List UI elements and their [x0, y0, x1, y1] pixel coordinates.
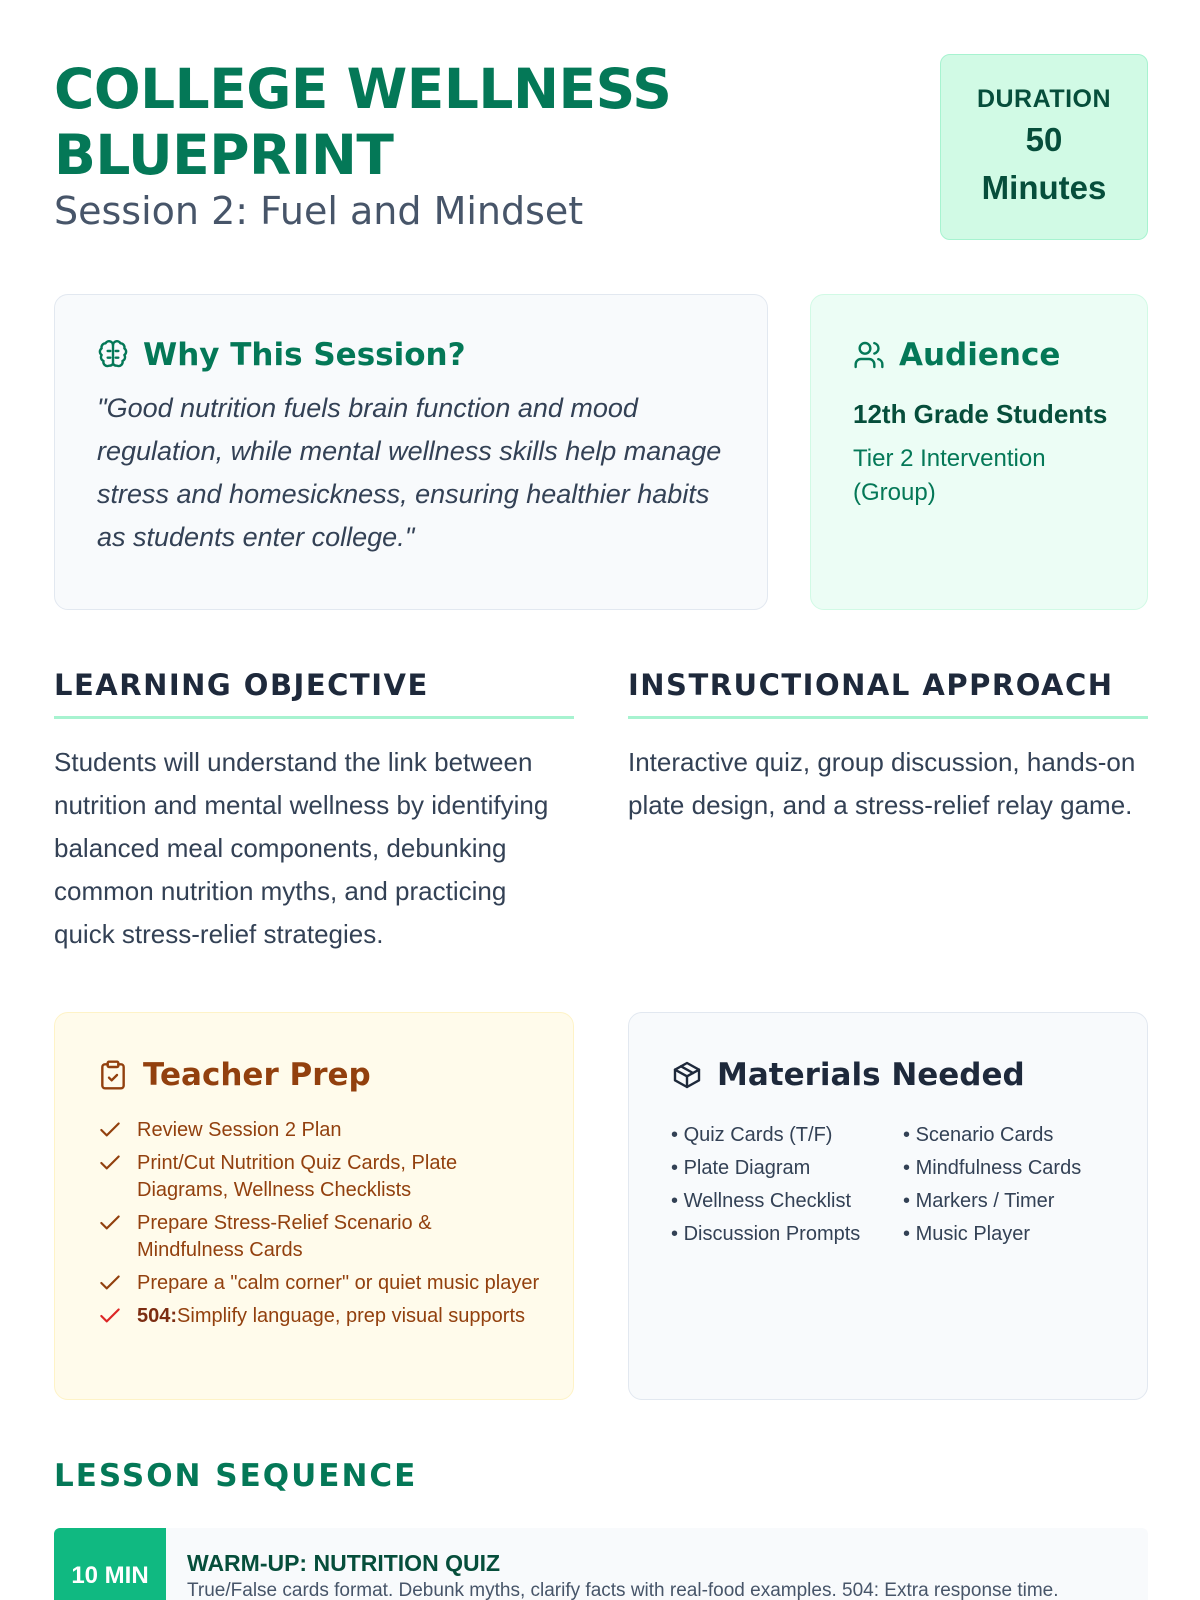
prep-item-text: Prepare Stress-Relief Scenario & Mindfulness Cards	[137, 1212, 432, 1261]
materials-column-2	[903, 1119, 1135, 1251]
audience-grade: 12th Grade Students	[853, 399, 1108, 429]
accommodation-label: 504:	[137, 1305, 178, 1327]
why-card-title: Why This Session?	[143, 337, 466, 373]
audience-tier: Tier 2 Intervention (Group)	[853, 445, 1046, 506]
page-subtitle: Session 2: Fuel and Mindset	[54, 189, 584, 233]
learning-objective-text: Students will understand the link between nutrition and mental wellness by identifying balanced meal components, debunking common nutrition myths, and practicing quick stress-relief strategies.	[54, 747, 549, 949]
duration-value	[941, 116, 1147, 212]
materials-title: Materials Needed	[717, 1057, 1025, 1093]
instructional-approach-heading: INSTRUCTIONAL APPROACH	[628, 668, 1148, 719]
duration-label: DURATION	[976, 85, 1112, 113]
page-title	[54, 56, 854, 188]
prep-item	[97, 1210, 543, 1264]
why-card-header	[97, 337, 727, 373]
materials-list	[671, 1119, 1117, 1251]
prep-item	[97, 1117, 543, 1144]
brain-icon	[97, 339, 129, 371]
instructional-approach-text: Interactive quiz, group discussion, hands-on plate design, and a stress-relief relay game.	[628, 747, 1136, 820]
duration-unit: Minutes	[981, 169, 1107, 206]
title-line-2: BLUEPRINT	[54, 123, 394, 187]
lesson-step	[54, 1528, 1148, 1600]
material-item: • Mindfulness Cards	[903, 1157, 1082, 1179]
instructional-approach-section	[628, 668, 1148, 827]
why-quote: "Good nutrition fuels brain function and mood regulation, while mental wellness skills help manage stress and homesickness, ensuring healthier habits as students enter college."	[97, 393, 722, 552]
material-item: • Discussion Prompts	[671, 1223, 861, 1245]
learning-objective-section	[54, 668, 574, 956]
material-item: • Plate Diagram	[671, 1157, 811, 1179]
materials-card	[628, 1012, 1148, 1400]
teacher-prep-title: Teacher Prep	[143, 1057, 371, 1093]
package-icon	[671, 1059, 703, 1091]
why-session-card	[54, 294, 768, 610]
duration-number: 50	[1025, 121, 1063, 158]
materials-header	[671, 1057, 1117, 1093]
title-line-1: COLLEGE WELLNESS	[54, 57, 672, 121]
audience-card	[810, 294, 1148, 610]
clipboard-check-icon	[97, 1059, 129, 1091]
material-item: • Markers / Timer	[903, 1190, 1055, 1212]
teacher-prep-card	[54, 1012, 574, 1400]
accommodation-text: Simplify language, prep visual supports	[177, 1305, 525, 1327]
teacher-prep-list	[97, 1117, 543, 1330]
material-item: • Wellness Checklist	[671, 1190, 852, 1212]
material-item: • Music Player	[903, 1223, 1031, 1245]
prep-item	[97, 1150, 543, 1204]
prep-item-text	[137, 1303, 525, 1330]
audience-card-header	[853, 337, 1127, 373]
lesson-step-time: 10 MIN	[54, 1528, 166, 1600]
material-item: • Scenario Cards	[903, 1124, 1054, 1146]
materials-column-1	[671, 1119, 903, 1251]
check-icon	[97, 1270, 123, 1296]
header	[54, 56, 854, 234]
prep-item-text: Print/Cut Nutrition Quiz Cards, Plate Diagrams, Wellness Checklists	[137, 1152, 458, 1201]
duration-badge	[940, 54, 1148, 240]
prep-item-text: Prepare a "calm corner" or quiet music player	[137, 1272, 540, 1294]
users-icon	[853, 339, 885, 371]
learning-objective-heading: LEARNING OBJECTIVE	[54, 668, 574, 719]
prep-item	[97, 1270, 543, 1297]
check-icon	[97, 1117, 123, 1143]
lesson-step-description: True/False cards format. Debunk myths, clarify facts with real-food examples. 504: Extra response time.	[187, 1580, 1059, 1600]
lesson-sequence-heading: LESSON SEQUENCE	[54, 1458, 418, 1494]
prep-item-text: Review Session 2 Plan	[137, 1119, 342, 1141]
teacher-prep-header	[97, 1057, 543, 1093]
prep-item-accommodation	[97, 1303, 543, 1330]
lesson-step-title: WARM-UP: NUTRITION QUIZ	[187, 1550, 501, 1576]
check-icon	[97, 1150, 123, 1176]
check-icon	[97, 1210, 123, 1236]
audience-card-title: Audience	[899, 337, 1061, 373]
check-icon	[97, 1303, 123, 1329]
material-item: • Quiz Cards (T/F)	[671, 1124, 833, 1146]
